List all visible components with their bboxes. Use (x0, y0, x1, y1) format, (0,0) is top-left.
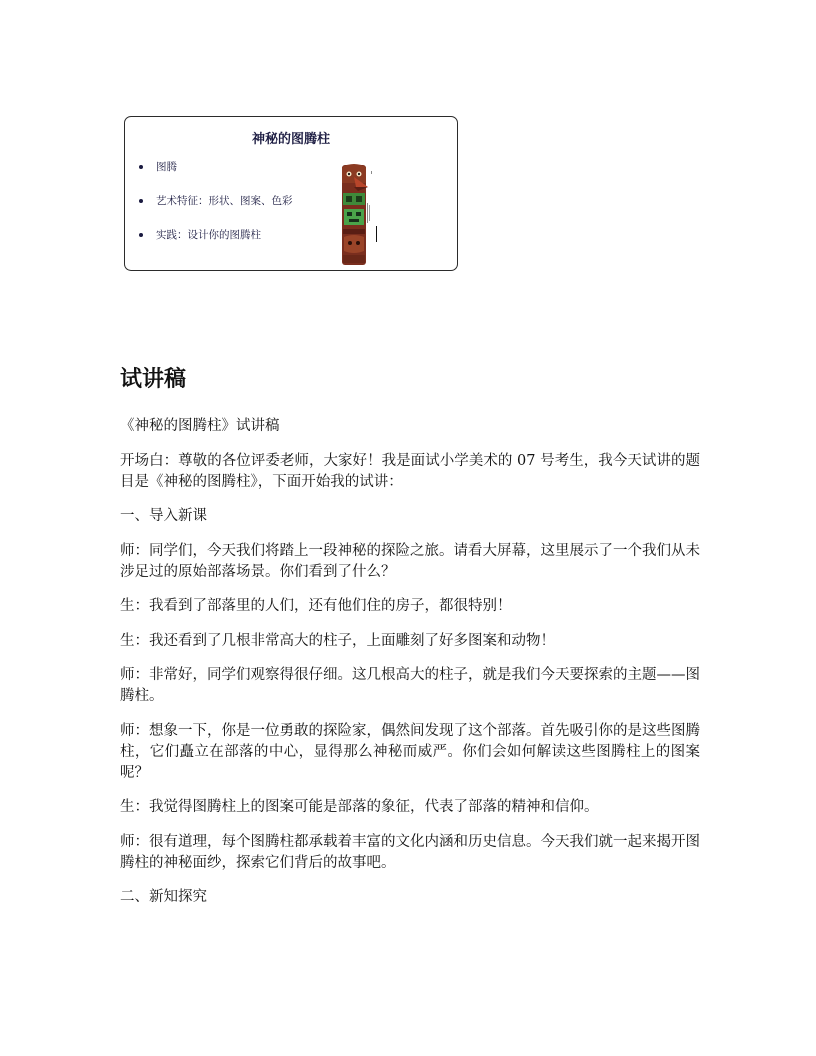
bullet-dot-icon (139, 165, 143, 169)
document-paragraph: 师：想象一下，你是一位勇敢的探险家，偶然间发现了这个部落。首先吸引你的是这些图腾柱，它们矗立在部落的中心，显得那么神秘而威严。你们会如何解读这些图腾柱上的图案呢？ (120, 722, 700, 781)
document-heading: 试讲稿 (120, 367, 187, 392)
document-body (120, 416, 700, 922)
document-paragraph: 师：很有道理，每个图腾柱都承载着丰富的文化内涵和历史信息。今天我们就一起来揭开图腾柱的神秘面纱，探索它们背后的故事吧。 (120, 833, 700, 871)
document-paragraph: 二、新知探究 (120, 889, 207, 905)
slide-bullet-text: 艺术特征：形状、图案、色彩 (156, 195, 293, 207)
slide-bullet (139, 159, 293, 193)
totem-pole-image (338, 163, 372, 267)
bullet-dot-icon (139, 199, 143, 203)
document-paragraph: 开场白：尊敬的各位评委老师，大家好！我是面试小学美术的 07 号考生，我今天试讲的题目是《神秘的图腾柱》，下面开始我的试讲： (120, 452, 700, 490)
slide-bullet-text: 实践：设计你的图腾柱 (156, 229, 261, 241)
slide-thumbnail (124, 116, 458, 271)
document-paragraph: 生：我觉得图腾柱上的图案可能是部落的象征，代表了部落的精神和信仰。 (120, 799, 599, 815)
slide-bullet (139, 193, 293, 227)
slide-bullet-list (139, 159, 293, 261)
bullet-dot-icon (139, 233, 143, 237)
slide-title: 神秘的图腾柱 (251, 132, 330, 147)
document-paragraph: 一、导入新课 (120, 508, 207, 524)
text-cursor (376, 226, 377, 242)
slide-bullet (139, 227, 293, 261)
document-paragraph: 生：我看到了部落里的人们，还有他们住的房子，都很特别！ (120, 598, 512, 614)
document-paragraph: 师：非常好，同学们观察得很仔细。这几根高大的柱子，就是我们今天要探索的主题——图腾柱。 (120, 667, 700, 704)
document-paragraph: 师：同学们，今天我们将踏上一段神秘的探险之旅。请看大屏幕，这里展示了一个我们从未涉足过的原始部落场景。你们看到了什么？ (120, 542, 700, 580)
document-paragraph: 《神秘的图腾柱》试讲稿 (120, 418, 280, 434)
slide-bullet-text: 图腾 (156, 161, 177, 173)
document-paragraph: 生：我还看到了几根非常高大的柱子，上面雕刻了好多图案和动物！ (120, 632, 555, 649)
